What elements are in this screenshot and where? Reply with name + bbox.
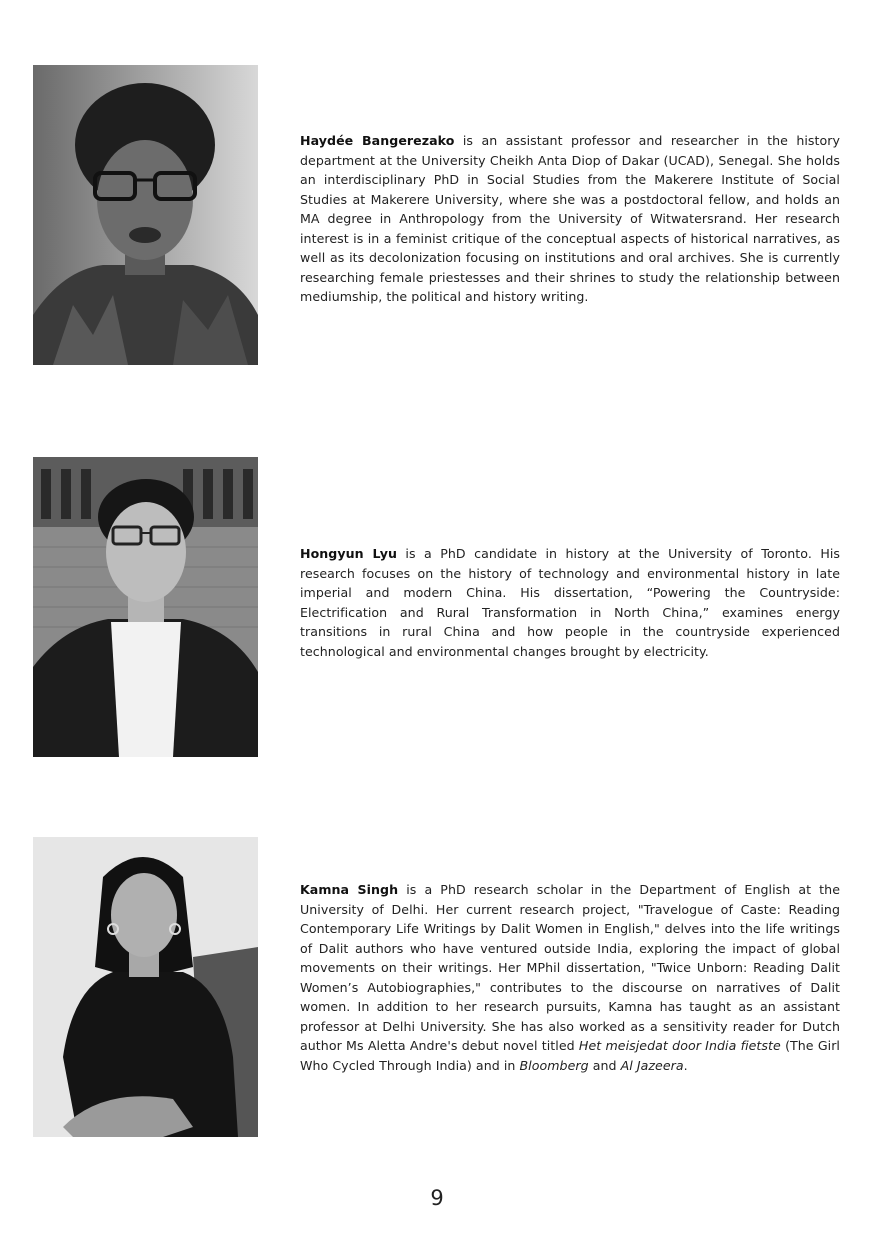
person-name: Hongyun Lyu — [300, 546, 397, 561]
bio-text: is an assistant professor and researcher in the history department at the University Cheikh Anta Diop of Dakar (UCAD), Senegal. She holds an interdisciplinary PhD in Social Studies from the Makerere Institute of Social Studies at Makerere University, where she was a postdoctoral fellow, and holds an MA degree in Anthropology from the University of Witwatersrand. Her research interest is in a feminist critique of the conceptual aspects of historical narratives, as well as its decolonization focusing on institutions and oral archives. She is currently researching female priestesses and their shrines to study the relationship between mediumship, the political and history writing. — [300, 133, 840, 304]
portrait-photo — [33, 837, 258, 1137]
outlet-name: Al Jazeera — [620, 1057, 684, 1073]
outlet-name: Bloomberg — [519, 1057, 589, 1073]
bio-paragraph — [300, 880, 840, 1075]
person-name: Kamna Singh — [300, 882, 399, 897]
book-title: Het meisjedat door India fietste — [578, 1038, 781, 1053]
bio-text: is a PhD research scholar in the Department of English at the University of Delhi. Her current research project, "Travelogue of Caste: Reading Contemporary Life Writings by Dalit Women in English," delves into the life writings of Dalit authors who have ventured outside India, exploring the impact of global movements on their writings. Her MPhil dissertation, "Twice Unborn: Reading Dalit Women’s Autobiographies," contributes to the discourse on narratives of Dalit women. In addition to her research pursuits, Kamna has taught as an assistant professor at Delhi University. She has also worked as a sensitivity reader for Dutch author Ms Aletta Andre's debut novel titled — [300, 882, 840, 1053]
bio-text: (The Girl Who Cycled Through India) and in — [300, 1038, 840, 1073]
bio-text: . — [683, 1057, 688, 1073]
bio-paragraph — [300, 544, 840, 661]
portrait-hongyun — [33, 457, 258, 757]
bio-paragraph — [300, 131, 840, 307]
portrait-photo — [33, 457, 258, 757]
portrait-photo — [33, 65, 258, 365]
page-number: 9 — [430, 1186, 444, 1210]
portrait-haydee — [33, 65, 258, 365]
portrait-kamna — [33, 837, 258, 1137]
bio-text: and — [588, 1057, 621, 1073]
bio-text: is a PhD candidate in history at the University of Toronto. His research focuses on the history of technology and environmental history in late imperial and modern China. His dissertation, “Powering the Countryside: Electrification and Rural Transformation in North China,” examines energy transitions in rural China and how people in the countryside experienced technological and environmental changes brought by electricity. — [300, 546, 841, 659]
person-name: Haydée Bangerezako — [300, 133, 455, 148]
